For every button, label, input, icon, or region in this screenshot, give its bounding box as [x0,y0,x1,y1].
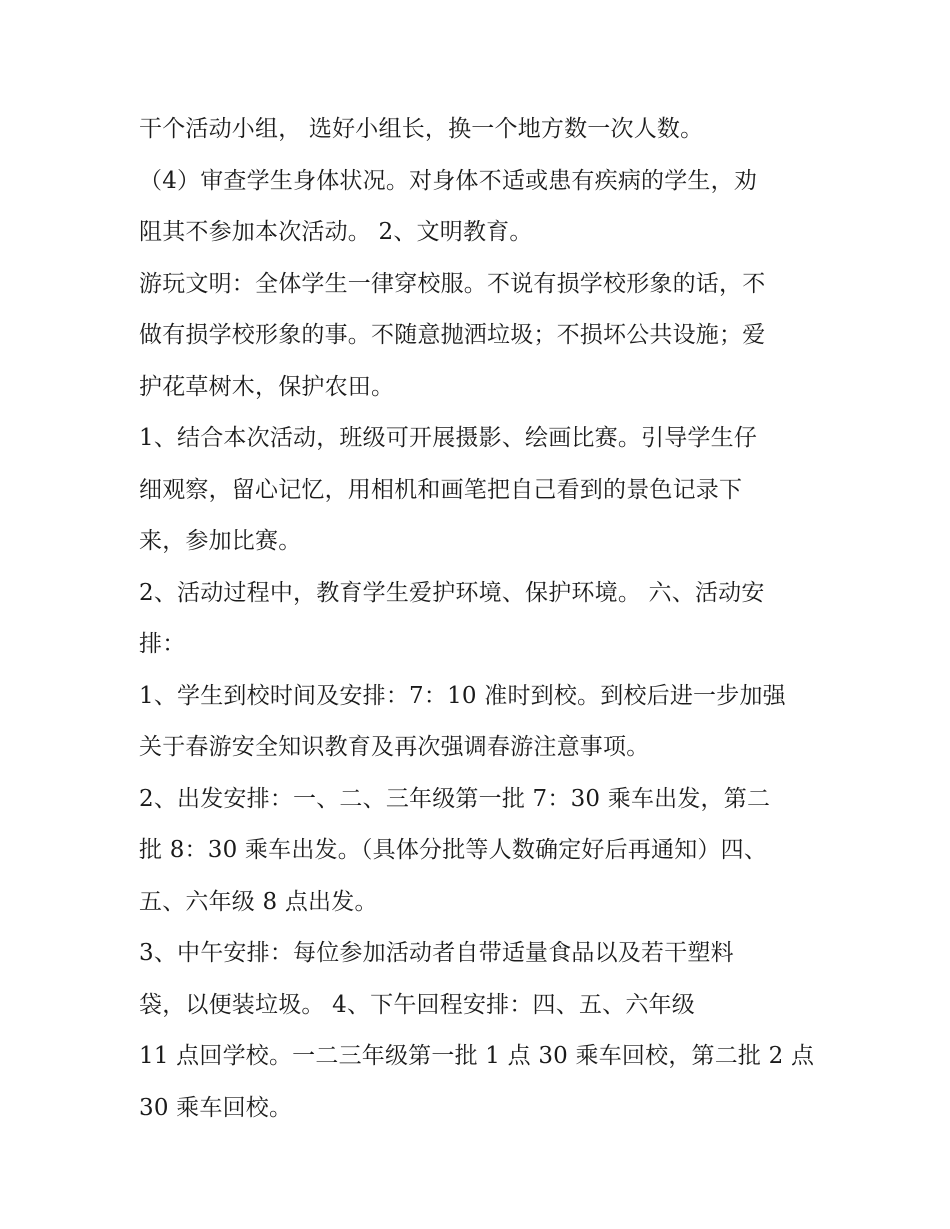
text-line: 游玩文明：全体学生一律穿校服。不说有损学校形象的话，不 [139,270,766,297]
text-line: 3、中午安排：每位参加活动者自带适量食品以及若干塑料 [139,940,734,966]
text-line: 30 乘车回校。 [139,1094,293,1121]
text-line: 来，参加比赛。 [139,528,302,554]
text-line: 做有损学校形象的事。不随意抛洒垃圾；不损坏公共设施；爱 [139,322,766,348]
text-line: 2、活动过程中，教育学生爱护环境、保护环境。 六、活动安 [139,579,765,606]
text-line: 关于春游安全知识教育及再次强调春游注意事项。 [139,734,650,760]
text-line: 细观察，留心记忆，用相机和画笔把自己看到的景色记录下 [139,476,743,503]
document-body [139,104,829,1134]
text-line: 2、出发安排：一、二、三年级第一批 7：30 乘车出发，第二 [139,785,771,812]
text-line: 干个活动小组， 选好小组长，换一个地方数一次人数。 [139,116,704,142]
text-line: 1、结合本次活动，班级可开展摄影、绘画比赛。引导学生仔 [139,425,758,451]
text-line: 护花草树木，保护农田。 [139,373,395,400]
text-line: 1、学生到校时间及安排：7：10 准时到校。到校后进一步加强 [139,682,786,709]
text-line: 排： [139,631,186,657]
text-line: 批 8：30 乘车出发。（具体分批等人数确定好后再通知）四、 [139,837,768,863]
text-line: （4）审查学生身体状况。对身体不适或患有疾病的学生，劝 [139,167,758,194]
text-line: 阻其不参加本次活动。 2、文明教育。 [139,219,533,245]
text-line: 五、六年级 8 点出发。 [139,888,378,915]
text-line: 袋，以便装垃圾。 4、下午回程安排：四、五、六年级 [139,991,695,1018]
text-line: 11 点回学校。一二三年级第一批 1 点 30 乘车回校，第二批 2 点 [139,1043,815,1069]
